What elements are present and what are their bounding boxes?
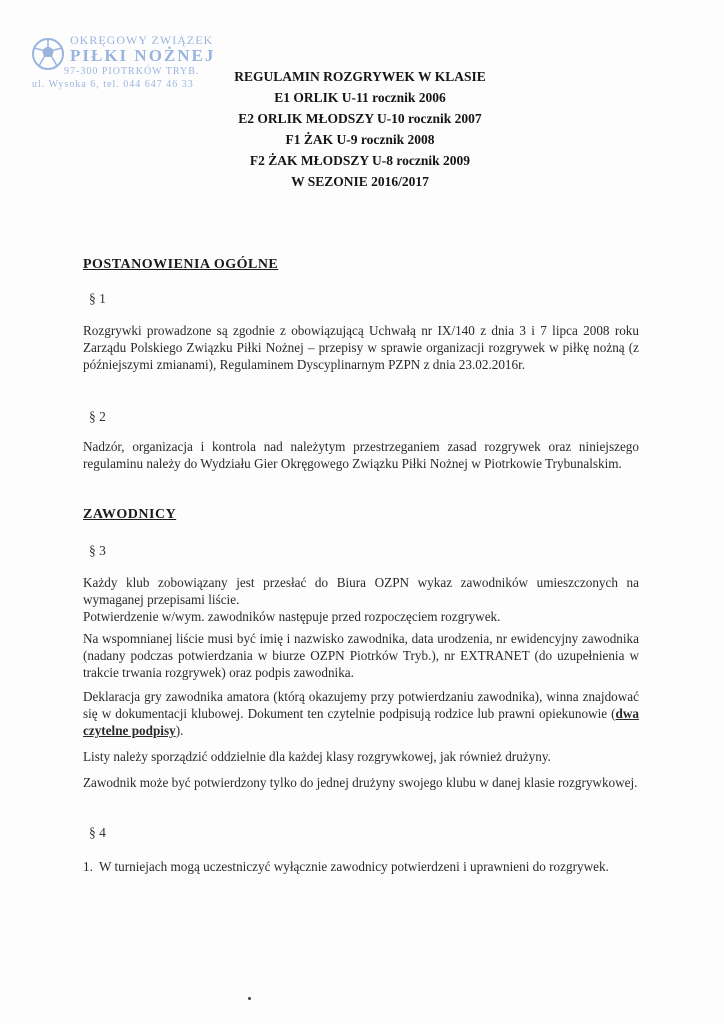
paragraph-mark-1: § 1 [89, 291, 106, 306]
ball-logo-icon [30, 36, 66, 72]
paragraph-3-text-d [83, 688, 639, 739]
paragraph-3-emphasis: dwa czytelne podpisy [83, 706, 639, 738]
title-line-6: W SEZONIE 2016/2017 [291, 174, 429, 189]
paragraph-3-text-d-after: ). [175, 723, 184, 738]
paragraph-3-text-c: Na wspomnianej liście musi być imię i nazwisko zawodnika, data urodzenia, nr ewidencyjny zawodnika (nadany podczas potwierdzania w biurze OZPN Piotrków Tryb.), nr EXTRANET (do uzupełnienia w trakcie trwania rozgrywek) oraz podpis zawodnika. [83, 631, 639, 680]
section-heading-general: POSTANOWIENIA OGÓLNE [83, 257, 279, 272]
paragraph-3-text-f: Zawodnik może być potwierdzony tylko do jednej drużyny swojego klubu w danej klasie rozgrywkowej. [83, 775, 638, 790]
list-item-text: W turniejach mogą uczestniczyć wyłącznie zawodnicy potwierdzeni i uprawnieni do rozgrywek. [99, 859, 609, 874]
section-heading-players: ZAWODNICY [83, 507, 177, 522]
stamp-line-1: OKRĘGOWY ZWIĄZEK [70, 33, 214, 47]
title-line-4: F1 ŻAK U-9 rocznik 2008 [285, 132, 435, 147]
stamp-line-4: ul. Wysoka 6, tel. 044 647 46 33 [32, 79, 194, 90]
paragraph-3-text-e: Listy należy sporządzić oddzielnie dla każdej klasy rozgrywkowej, jak również drużyny. [83, 749, 551, 764]
paragraph-mark-2: § 2 [89, 409, 106, 424]
paragraph-3-text-a: Każdy klub zobowiązany jest przesłać do Biura OZPN wykaz zawodników umieszczonych na wymaganej przepisami liście. [83, 575, 639, 607]
stamp-line-3: 97-300 PIOTRKÓW TRYB. [64, 66, 200, 77]
paragraph-2-text: Nadzór, organizacja i kontrola nad należytym przestrzeganiem zasad rozgrywek oraz niniejszego regulaminu należy do Wydziału Gier Okręgowego Związku Piłki Nożnej w Piotrkowie Trybunalskim. [83, 439, 639, 471]
paragraph-3-text-d-before: Deklaracja gry zawodnika amatora (którą okazujemy przy potwierdzaniu zawodnika), winna znajdować się w dokumentacji klubowej. Dokument ten czytelnie podpisują rodzice lub prawni opiekunowie ( [83, 689, 639, 721]
stamp-line-2: PIŁKI NOŻNEJ [70, 46, 216, 65]
list-item-number: 1. [83, 859, 93, 874]
paragraph-mark-4: § 4 [89, 825, 106, 840]
title-line-3: E2 ORLIK MŁODSZY U-10 rocznik 2007 [238, 111, 482, 126]
paragraph-1-text: Rozgrywki prowadzone są zgodnie z obowiązującą Uchwałą nr IX/140 z dnia 3 i 7 lipca 2008 roku Zarządu Polskiego Związku Piłki Nożnej – przepisy w sprawie organizacji rozgrywek w piłkę nożną (z późniejszymi zmianami), Regulaminem Dyscyplinarnym PZPN z dnia 23.02.2016r. [83, 323, 639, 372]
paragraph-3-text-b: Potwierdzenie w/wym. zawodników następuje przed rozpoczęciem rozgrywek. [83, 609, 501, 624]
list-item [83, 858, 639, 875]
title-line-2: E1 ORLIK U-11 rocznik 2006 [274, 90, 446, 105]
scan-dot [248, 997, 251, 1000]
title-line-1: REGULAMIN ROZGRYWEK W KLASIE [234, 69, 486, 84]
document-title [200, 66, 520, 192]
title-line-5: F2 ŻAK MŁODSZY U-8 rocznik 2009 [249, 153, 471, 168]
paragraph-mark-3: § 3 [89, 543, 106, 558]
